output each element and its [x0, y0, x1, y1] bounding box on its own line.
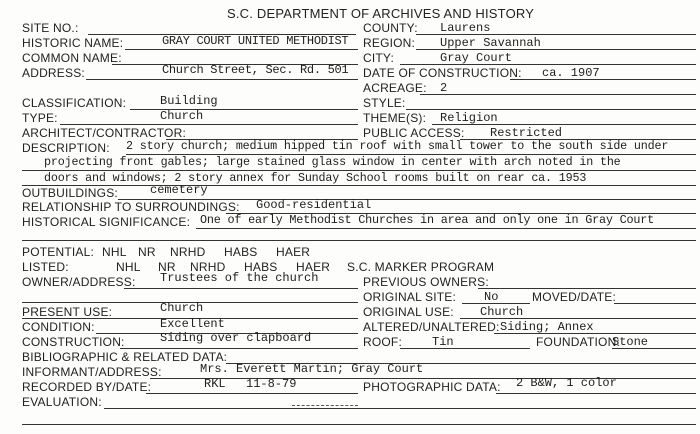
condition-value: Excellent	[160, 317, 225, 331]
type-value: Church	[160, 109, 204, 123]
themes-label: THEME(S):	[363, 111, 427, 125]
region-label: REGION:	[363, 36, 416, 50]
relationship-label: RELATIONSHIP TO SURROUNDINGS:	[22, 200, 240, 214]
relationship-value: Good-residential	[256, 198, 372, 212]
acreage-label: ACREAGE:	[363, 81, 427, 95]
bibliographic-label: BIBLIOGRAPHIC & RELATED DATA:	[22, 350, 228, 364]
present-use-value: Church	[160, 301, 204, 315]
historic-name-label: HISTORIC NAME:	[22, 36, 124, 50]
acreage-value: 2	[440, 81, 448, 95]
themes-value: Religion	[440, 111, 498, 125]
previous-owners-line	[478, 288, 696, 289]
original-use-value: Church	[480, 305, 524, 319]
listed-haer: HAER	[296, 260, 331, 274]
evaluation-line	[104, 408, 696, 409]
city-label: CITY:	[363, 51, 395, 65]
recorded-dashes	[292, 405, 358, 406]
historic-name-line	[125, 49, 358, 50]
marker-program-label: S.C. MARKER PROGRAM	[347, 260, 495, 274]
description-line-3: doors and windows; 2 story annex for Sunday School rooms built on rear ca. 1953	[44, 171, 587, 185]
county-label: COUNTY:	[363, 21, 418, 35]
listed-label: LISTED:	[22, 260, 69, 274]
foundation-label: FOUNDATION:	[536, 335, 620, 349]
potential-haer: HAER	[276, 245, 311, 259]
recorded-by-line	[146, 393, 358, 394]
address-value: Church Street, Sec. Rd. 501	[162, 63, 349, 77]
owner-address-label: OWNER/ADDRESS:	[22, 275, 136, 289]
potential-label: POTENTIAL:	[22, 245, 95, 259]
style-line	[406, 109, 696, 110]
moved-date-line	[614, 303, 696, 304]
potential-nr: NR	[138, 245, 156, 259]
original-site-label: ORIGINAL SITE:	[363, 290, 457, 304]
public-access-label: PUBLIC ACCESS:	[363, 126, 465, 140]
moved-date-label: MOVED/DATE:	[532, 290, 616, 304]
description-label: DESCRIPTION:	[22, 141, 110, 155]
date-of-construction-line	[510, 79, 696, 80]
listed-nrhd: NRHD	[190, 260, 226, 274]
owner-address-line	[124, 288, 358, 289]
original-use-label: ORIGINAL USE:	[363, 305, 454, 319]
architect-label: ARCHITECT/CONTRACTOR:	[22, 126, 186, 140]
county-value: Laurens	[440, 21, 491, 35]
outbuildings-value: cemetery	[150, 183, 208, 197]
site-no-label: SITE NO.:	[22, 21, 79, 35]
roof-line	[400, 348, 530, 349]
owner-address-value: Trustees of the church	[160, 271, 319, 285]
historical-significance-rule-2	[22, 240, 696, 241]
photographic-label: PHOTOGRAPHIC DATA:	[363, 380, 501, 394]
listed-nhl: NHL	[116, 260, 141, 274]
construction-label: CONSTRUCTION:	[22, 335, 125, 349]
historic-name-value: GRAY COURT UNITED METHODIST	[162, 34, 349, 48]
outbuildings-label: OUTBUILDINGS:	[22, 186, 118, 200]
construction-line	[120, 348, 358, 349]
informant-value: Mrs. Everett Martin; Gray Court	[200, 362, 424, 376]
roof-label: ROOF:	[363, 335, 402, 349]
classification-value: Building	[160, 94, 218, 108]
description-rule-2	[22, 170, 696, 171]
photographic-value: 2 B&W, 1 color	[516, 376, 617, 390]
foundation-line	[612, 348, 696, 349]
altered-value: Siding; Annex	[500, 320, 594, 334]
evaluation-rule-2	[22, 424, 696, 425]
construction-value: Siding over clapboard	[160, 331, 312, 345]
address-label: ADDRESS:	[22, 66, 85, 80]
potential-habs: HABS	[224, 245, 258, 259]
classification-label: CLASSIFICATION:	[22, 96, 127, 110]
listed-habs: HABS	[244, 260, 278, 274]
condition-label: CONDITION:	[22, 320, 95, 334]
present-use-line	[104, 318, 358, 319]
present-use-label-underline	[22, 318, 104, 319]
listed-nr: NR	[158, 260, 176, 274]
historical-significance-line	[196, 228, 696, 229]
description-rule-1	[126, 154, 696, 155]
roof-value: Tin	[432, 335, 454, 349]
recorded-by-label: RECORDED BY/DATE:	[22, 380, 152, 394]
previous-owners-label: PREVIOUS OWNERS:	[363, 275, 489, 289]
form-header: S.C. DEPARTMENT OF ARCHIVES AND HISTORY	[227, 6, 535, 21]
type-line	[60, 124, 358, 125]
present-use-label: PRESENT USE:	[22, 305, 113, 319]
description-line-2: projecting front gables; large stained glass window in center with arch noted in the	[44, 155, 621, 169]
date-of-construction-value: ca. 1907	[542, 66, 600, 80]
altered-label: ALTERED/UNALTERED:	[363, 320, 500, 334]
foundation-value: Stone	[612, 335, 649, 349]
potential-nrhd: NRHD	[170, 245, 206, 259]
potential-nhl: NHL	[102, 245, 127, 259]
description-rule-3	[22, 185, 696, 186]
acreage-line	[420, 94, 696, 95]
description-line-1: 2 story church; medium hipped tin roof with small tower to the south side under	[126, 139, 669, 153]
historical-significance-value: One of early Methodist Churches in area and only one in Gray Court	[200, 213, 655, 227]
historical-significance-label: HISTORICAL SIGNIFICANCE:	[22, 215, 191, 229]
recorded-date-value: 11-8-79	[246, 377, 297, 391]
common-name-label: COMMON NAME:	[22, 51, 122, 65]
date-of-construction-label: DATE OF CONSTRUCTION:	[363, 66, 522, 80]
region-value: Upper Savannah	[440, 36, 541, 50]
evaluation-label: EVALUATION:	[22, 395, 102, 409]
photographic-line	[496, 393, 696, 394]
informant-label: INFORMANT/ADDRESS:	[22, 365, 162, 379]
public-access-value: Restricted	[490, 126, 563, 140]
recorded-by-value: RKL	[204, 377, 226, 391]
type-label: TYPE:	[22, 111, 58, 125]
address-line	[86, 79, 358, 80]
original-site-value: No	[484, 290, 499, 304]
city-value: Gray Court	[440, 51, 513, 65]
style-label: STYLE:	[363, 96, 406, 110]
